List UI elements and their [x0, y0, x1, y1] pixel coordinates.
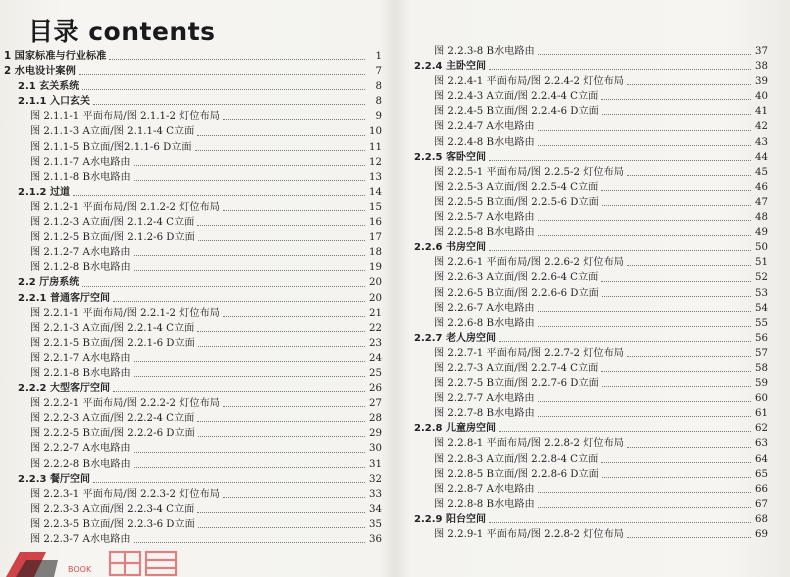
dot-leader	[198, 527, 365, 528]
dot-leader	[627, 447, 751, 448]
toc-entry-title: 2 水电设计案例	[4, 66, 76, 78]
toc-section-entry[interactable]	[4, 94, 382, 109]
toc-figure-entry[interactable]	[4, 306, 382, 321]
toc-page-number: 13	[369, 171, 382, 183]
toc-entry-title: 图 2.2.2-7 A水电路由	[30, 443, 131, 455]
toc-page-number: 21	[369, 307, 382, 319]
toc-entry-title: 图 2.2.3-3 A立面/图 2.2.3-4 C立面	[30, 503, 195, 515]
toc-entry-title: 图 2.1.1-8 B水电路由	[30, 171, 131, 183]
toc-page-number: 52	[755, 272, 768, 284]
toc-section-entry[interactable]	[4, 64, 382, 79]
dot-leader	[499, 431, 751, 432]
toc-figure-entry[interactable]	[414, 195, 768, 210]
toc-entry-title: 图 2.2.8-3 A立面/图 2.2.8-4 C立面	[434, 453, 599, 465]
toc-entry-title: 图 2.2.6-5 B立面/图 2.2.6-6 D立面	[434, 287, 599, 299]
toc-figure-entry[interactable]	[414, 467, 768, 482]
toc-entry-title: 图 2.2.8-8 B水电路由	[434, 498, 535, 510]
toc-page-number: 14	[369, 186, 382, 198]
toc-figure-entry[interactable]	[4, 351, 382, 366]
toc-page-number: 40	[755, 91, 768, 103]
toc-entry-title: 2.1 玄关系统	[18, 81, 80, 93]
toc-page-number: 47	[755, 196, 768, 208]
toc-page-number: 33	[369, 488, 382, 500]
toc-section-entry[interactable]	[4, 472, 382, 487]
toc-section-entry[interactable]	[414, 331, 768, 346]
toc-page-number: 50	[755, 242, 768, 254]
dot-leader	[627, 175, 751, 176]
toc-entry-title: 图 2.2.7-3 A立面/图 2.2.7-4 C立面	[434, 362, 599, 374]
toc-entry-title: 图 2.2.5-7 A水电路由	[434, 212, 535, 224]
toc-section-entry[interactable]	[4, 49, 382, 64]
dot-leader	[73, 195, 365, 196]
dot-leader	[195, 150, 365, 151]
toc-page-number: 34	[369, 503, 382, 515]
dot-leader	[601, 281, 751, 282]
toc-page-number: 57	[755, 347, 768, 359]
toc-figure-entry[interactable]	[414, 346, 768, 361]
toc-entry-title: 图 2.2.3-7 A水电路由	[30, 534, 131, 545]
dot-leader	[197, 225, 365, 226]
toc-figure-entry[interactable]	[414, 180, 768, 195]
toc-figure-entry[interactable]	[4, 411, 382, 426]
toc-page-number: 42	[755, 121, 768, 133]
publisher-watermark-logo	[6, 530, 196, 577]
dot-leader	[538, 54, 751, 55]
toc-figure-entry[interactable]	[414, 74, 768, 89]
dot-leader	[93, 104, 365, 105]
toc-figure-entry[interactable]	[414, 255, 768, 270]
dot-leader	[489, 250, 751, 251]
toc-page-number: 45	[755, 166, 768, 178]
toc-figure-entry[interactable]	[414, 104, 768, 119]
dot-leader	[223, 316, 365, 317]
dot-leader	[223, 497, 365, 498]
dot-leader	[134, 270, 365, 271]
toc-page-number: 43	[755, 136, 768, 148]
toc-entry-title: 图 2.1.1-7 A水电路由	[30, 156, 131, 168]
toc-page-number: 31	[369, 458, 382, 470]
dot-leader	[82, 286, 365, 287]
dot-leader	[602, 477, 751, 478]
toc-figure-entry[interactable]	[414, 301, 768, 316]
toc-figure-entry[interactable]	[414, 119, 768, 134]
toc-page-number: 64	[755, 453, 768, 465]
toc-section-entry[interactable]	[414, 59, 768, 74]
dot-leader	[134, 180, 365, 181]
toc-entry-title: 图 2.2.6-8 B水电路由	[434, 317, 535, 329]
dot-leader	[602, 205, 751, 206]
toc-figure-entry[interactable]	[4, 487, 382, 502]
toc-figure-entry[interactable]	[4, 230, 382, 245]
toc-page-number: 36	[369, 534, 382, 545]
toc-entry-title: 图 2.2.7-5 B立面/图 2.2.7-6 D立面	[434, 378, 599, 390]
toc-entry-title: 图 2.2.7-7 A水电路由	[434, 393, 535, 405]
toc-figure-entry[interactable]	[414, 135, 768, 150]
toc-entry-title: 图 2.2.2-8 B水电路由	[30, 458, 131, 470]
toc-entry-title: 图 2.2.3-8 B水电路由	[434, 46, 535, 57]
toc-figure-entry[interactable]	[414, 89, 768, 104]
watermark-text: BOOK	[68, 565, 92, 574]
toc-figure-entry[interactable]	[4, 366, 382, 381]
toc-figure-entry[interactable]	[4, 109, 382, 124]
toc-page-number: 66	[755, 483, 768, 495]
toc-page-number: 10	[369, 126, 382, 138]
toc-section-entry[interactable]	[414, 421, 768, 436]
toc-entry-title: 图 2.2.2-1 平面布局/图 2.2.2-2 灯位布局	[30, 398, 220, 410]
toc-page-number: 20	[369, 277, 382, 289]
toc-page-number: 56	[755, 332, 768, 344]
dot-leader	[197, 512, 365, 513]
toc-figure-entry[interactable]	[414, 286, 768, 301]
toc-figure-entry[interactable]	[414, 452, 768, 467]
toc-entry-title: 2.2.6 书房空间	[414, 242, 486, 254]
toc-section-entry[interactable]	[4, 381, 382, 396]
toc-entry-title: 2.1.1 入口玄关	[18, 96, 90, 108]
toc-page-number: 65	[755, 468, 768, 480]
toc-figure-entry[interactable]	[414, 482, 768, 497]
toc-entry-title: 图 2.2.4-5 B立面/图 2.2.4-6 D立面	[434, 106, 599, 118]
toc-page-number: 51	[755, 257, 768, 269]
toc-figure-entry[interactable]	[414, 527, 768, 542]
toc-entry-title: 2.2.4 主卧空间	[414, 61, 486, 73]
toc-page-number: 49	[755, 227, 768, 239]
toc-figure-entry[interactable]	[4, 200, 382, 215]
dot-leader	[602, 296, 751, 297]
toc-entry-title: 2.2.3 餐厅空间	[18, 473, 90, 485]
dot-leader	[134, 452, 365, 453]
dot-leader	[538, 401, 751, 402]
toc-entry-title: 图 2.2.5-3 A立面/图 2.2.5-4 C立面	[434, 181, 599, 193]
dot-leader	[134, 165, 365, 166]
toc-figure-entry[interactable]	[414, 406, 768, 421]
toc-entry-title: 图 2.2.1-7 A水电路由	[30, 352, 131, 364]
toc-right-column	[414, 44, 768, 542]
toc-page-number: 11	[369, 141, 382, 153]
dot-leader	[134, 376, 365, 377]
toc-page-number: 9	[375, 111, 382, 123]
toc-page-number: 1	[375, 51, 382, 62]
toc-entry-title: 图 2.2.8-5 B立面/图 2.2.8-6 D立面	[434, 468, 599, 480]
toc-entry-title: 图 2.2.8-7 A水电路由	[434, 483, 535, 495]
toc-page-number: 60	[755, 393, 768, 405]
toc-figure-entry[interactable]	[414, 316, 768, 331]
toc-entry-title: 图 2.2.5-5 B立面/图 2.2.5-6 D立面	[434, 196, 599, 208]
toc-entry-title: 2.1.2 过道	[18, 186, 70, 198]
dot-leader	[489, 69, 751, 70]
toc-figure-entry[interactable]	[4, 441, 382, 456]
toc-entry-title: 图 2.2.7-8 B水电路由	[434, 408, 535, 420]
toc-entry-title: 图 2.2.4-3 A立面/图 2.2.4-4 C立面	[434, 91, 599, 103]
toc-page-number: 58	[755, 362, 768, 374]
toc-page-number: 37	[755, 46, 768, 57]
dot-leader	[82, 89, 365, 90]
toc-entry-title: 图 2.2.9-1 平面布局/图 2.2.8-2 灯位布局	[434, 529, 624, 540]
dot-leader	[134, 467, 365, 468]
dot-leader	[197, 421, 365, 422]
toc-page-number: 19	[369, 262, 382, 274]
toc-entry-title: 图 2.2.3-5 B立面/图 2.2.3-6 D立面	[30, 518, 195, 530]
toc-figure-entry[interactable]	[414, 225, 768, 240]
toc-entry-title: 图 2.2.4-1 平面布局/图 2.2.4-2 灯位布局	[434, 76, 624, 88]
dot-leader	[134, 361, 365, 362]
toc-section-entry[interactable]	[414, 150, 768, 165]
toc-entry-title: 图 2.1.1-5 B立面/图2.1.1-6 D立面	[30, 141, 192, 153]
toc-entry-title: 图 2.2.1-1 平面布局/图 2.2.1-2 灯位布局	[30, 307, 220, 319]
toc-page-number: 59	[755, 378, 768, 390]
toc-page-number: 44	[755, 151, 768, 163]
toc-entry-title: 图 2.2.7-1 平面布局/图 2.2.7-2 灯位布局	[434, 347, 624, 359]
toc-figure-entry[interactable]	[4, 321, 382, 336]
toc-entry-title: 图 2.1.2-1 平面布局/图 2.1.2-2 灯位布局	[30, 201, 220, 213]
toc-page-number: 12	[369, 156, 382, 168]
dot-leader	[538, 416, 751, 417]
toc-page-number: 26	[369, 383, 382, 395]
toc-entry-title: 图 2.1.1-3 A立面/图 2.1.1-4 C立面	[30, 126, 195, 138]
toc-page-number: 53	[755, 287, 768, 299]
toc-entry-title: 2.2.1 普通客厅空间	[18, 292, 110, 304]
toc-entry-title: 1 国家标准与行业标准	[4, 51, 107, 62]
toc-page-number: 8	[375, 81, 382, 93]
toc-page-number: 69	[755, 529, 768, 540]
dot-leader	[538, 492, 751, 493]
dot-leader	[602, 386, 751, 387]
dot-leader	[538, 311, 751, 312]
toc-entry-title: 图 2.2.1-5 B立面/图 2.2.1-6 D立面	[30, 337, 195, 349]
dot-leader	[538, 507, 751, 508]
toc-figure-entry[interactable]	[4, 426, 382, 441]
toc-entry-title: 图 2.1.2-7 A水电路由	[30, 247, 131, 259]
toc-page-number: 62	[755, 423, 768, 435]
toc-page-number: 54	[755, 302, 768, 314]
toc-page-number: 24	[369, 352, 382, 364]
dot-leader	[489, 522, 751, 523]
toc-figure-entry[interactable]	[414, 165, 768, 180]
toc-section-entry[interactable]	[4, 79, 382, 94]
toc-entry-title: 图 2.2.6-7 A水电路由	[434, 302, 535, 314]
dot-leader	[538, 235, 751, 236]
dot-leader	[223, 210, 365, 211]
toc-figure-entry[interactable]	[414, 391, 768, 406]
toc-entry-title: 图 2.2.5-8 B水电路由	[434, 227, 535, 239]
toc-page-number: 28	[369, 413, 382, 425]
toc-figure-entry[interactable]	[414, 44, 768, 59]
toc-figure-entry[interactable]	[4, 245, 382, 260]
dot-leader	[79, 74, 365, 75]
toc-entry-title: 2.2 厅房系统	[18, 277, 80, 289]
dot-leader	[499, 341, 751, 342]
dot-leader	[223, 119, 365, 120]
toc-section-entry[interactable]	[414, 512, 768, 527]
dot-leader	[627, 84, 751, 85]
toc-figure-entry[interactable]	[4, 215, 382, 230]
toc-figure-entry[interactable]	[4, 336, 382, 351]
toc-entry-title: 图 2.1.2-8 B水电路由	[30, 262, 131, 274]
toc-figure-entry[interactable]	[4, 396, 382, 411]
toc-page-number: 18	[369, 247, 382, 259]
toc-figure-entry[interactable]	[4, 124, 382, 139]
toc-entry-title: 图 2.2.6-3 A立面/图 2.2.6-4 C立面	[434, 272, 599, 284]
toc-page-number: 61	[755, 408, 768, 420]
dot-leader	[627, 537, 751, 538]
dot-leader	[197, 331, 365, 332]
toc-page-number: 15	[369, 201, 382, 213]
toc-page-number: 22	[369, 322, 382, 334]
dot-leader	[601, 99, 751, 100]
dot-leader	[198, 240, 365, 241]
dot-leader	[198, 436, 365, 437]
toc-figure-entry[interactable]	[4, 502, 382, 517]
dot-leader	[223, 406, 365, 407]
dot-leader	[601, 190, 751, 191]
toc-entry-title: 图 2.1.1-1 平面布局/图 2.1.1-2 灯位布局	[30, 111, 220, 123]
toc-entry-title: 2.2.2 大型客厅空间	[18, 383, 110, 395]
toc-entry-title: 图 2.2.5-1 平面布局/图 2.2.5-2 灯位布局	[434, 166, 624, 178]
toc-entry-title: 图 2.2.2-5 B立面/图 2.2.2-6 D立面	[30, 428, 195, 440]
toc-entry-title: 图 2.1.2-3 A立面/图 2.1.2-4 C立面	[30, 217, 195, 229]
toc-entry-title: 图 2.2.6-1 平面布局/图 2.2.6-2 灯位布局	[434, 257, 624, 269]
toc-page-number: 8	[375, 96, 382, 108]
toc-figure-entry[interactable]	[414, 436, 768, 451]
toc-page-number: 25	[369, 367, 382, 379]
toc-page-number: 39	[755, 76, 768, 88]
toc-entry-title: 2.2.8 儿童房空间	[414, 423, 496, 435]
toc-page-number: 41	[755, 106, 768, 118]
toc-figure-entry[interactable]	[414, 361, 768, 376]
toc-entry-title: 图 2.2.1-8 B水电路由	[30, 367, 131, 379]
toc-entry-title: 图 2.2.8-1 平面布局/图 2.2.8-2 灯位布局	[434, 438, 624, 450]
dot-leader	[109, 59, 365, 60]
toc-figure-entry[interactable]	[4, 140, 382, 155]
dot-leader	[113, 391, 365, 392]
toc-page-number: 38	[755, 61, 768, 73]
toc-figure-entry[interactable]	[4, 457, 382, 472]
toc-section-entry[interactable]	[4, 275, 382, 290]
toc-section-entry[interactable]	[4, 185, 382, 200]
toc-page-number: 68	[755, 513, 768, 525]
toc-section-entry[interactable]	[414, 240, 768, 255]
page-title: 目录 contents	[28, 17, 216, 46]
dot-leader	[601, 371, 751, 372]
dot-leader	[198, 346, 365, 347]
dot-leader	[601, 462, 751, 463]
toc-page-number: 17	[369, 232, 382, 244]
toc-section-entry[interactable]	[4, 291, 382, 306]
dot-leader	[113, 301, 365, 302]
toc-page-number: 63	[755, 438, 768, 450]
toc-page-number: 67	[755, 498, 768, 510]
dot-leader	[538, 145, 751, 146]
toc-entry-title: 图 2.1.2-5 B立面/图 2.1.2-6 D立面	[30, 232, 195, 244]
toc-figure-entry[interactable]	[414, 210, 768, 225]
toc-entry-title: 2.2.7 老人房空间	[414, 332, 496, 344]
toc-figure-entry[interactable]	[4, 260, 382, 275]
toc-page-number: 55	[755, 317, 768, 329]
toc-page-number: 7	[375, 66, 382, 78]
toc-entry-title: 图 2.2.2-3 A立面/图 2.2.2-4 C立面	[30, 413, 195, 425]
toc-page-number: 46	[755, 181, 768, 193]
dot-leader	[627, 356, 751, 357]
toc-entry-title: 图 2.2.3-1 平面布局/图 2.2.3-2 灯位布局	[30, 488, 220, 500]
dot-leader	[538, 220, 751, 221]
toc-entry-title: 图 2.2.1-3 A立面/图 2.2.1-4 C立面	[30, 322, 195, 334]
dot-leader	[627, 265, 751, 266]
toc-page-number: 32	[369, 473, 382, 485]
toc-entry-title: 2.2.9 阳台空间	[414, 513, 486, 525]
dot-leader	[93, 482, 365, 483]
toc-figure-entry[interactable]	[4, 170, 382, 185]
toc-figure-entry[interactable]	[414, 497, 768, 512]
toc-page-number: 35	[369, 518, 382, 530]
toc-figure-entry[interactable]	[414, 376, 768, 391]
toc-left-column	[4, 49, 382, 547]
toc-figure-entry[interactable]	[4, 155, 382, 170]
toc-page-number: 30	[369, 443, 382, 455]
toc-entry-title: 2.2.5 客卧空间	[414, 151, 486, 163]
toc-figure-entry[interactable]	[414, 270, 768, 285]
toc-page-number: 29	[369, 428, 382, 440]
toc-page-number: 20	[369, 292, 382, 304]
dot-leader	[134, 255, 365, 256]
toc-page-number: 23	[369, 337, 382, 349]
toc-page-number: 27	[369, 398, 382, 410]
dot-leader	[489, 160, 751, 161]
dot-leader	[538, 130, 751, 131]
toc-page-number: 16	[369, 217, 382, 229]
dot-leader	[538, 326, 751, 327]
dot-leader	[197, 135, 365, 136]
toc-entry-title: 图 2.2.4-8 B水电路由	[434, 136, 535, 148]
toc-entry-title: 图 2.2.4-7 A水电路由	[434, 121, 535, 133]
dot-leader	[602, 114, 751, 115]
toc-page-number: 48	[755, 212, 768, 224]
